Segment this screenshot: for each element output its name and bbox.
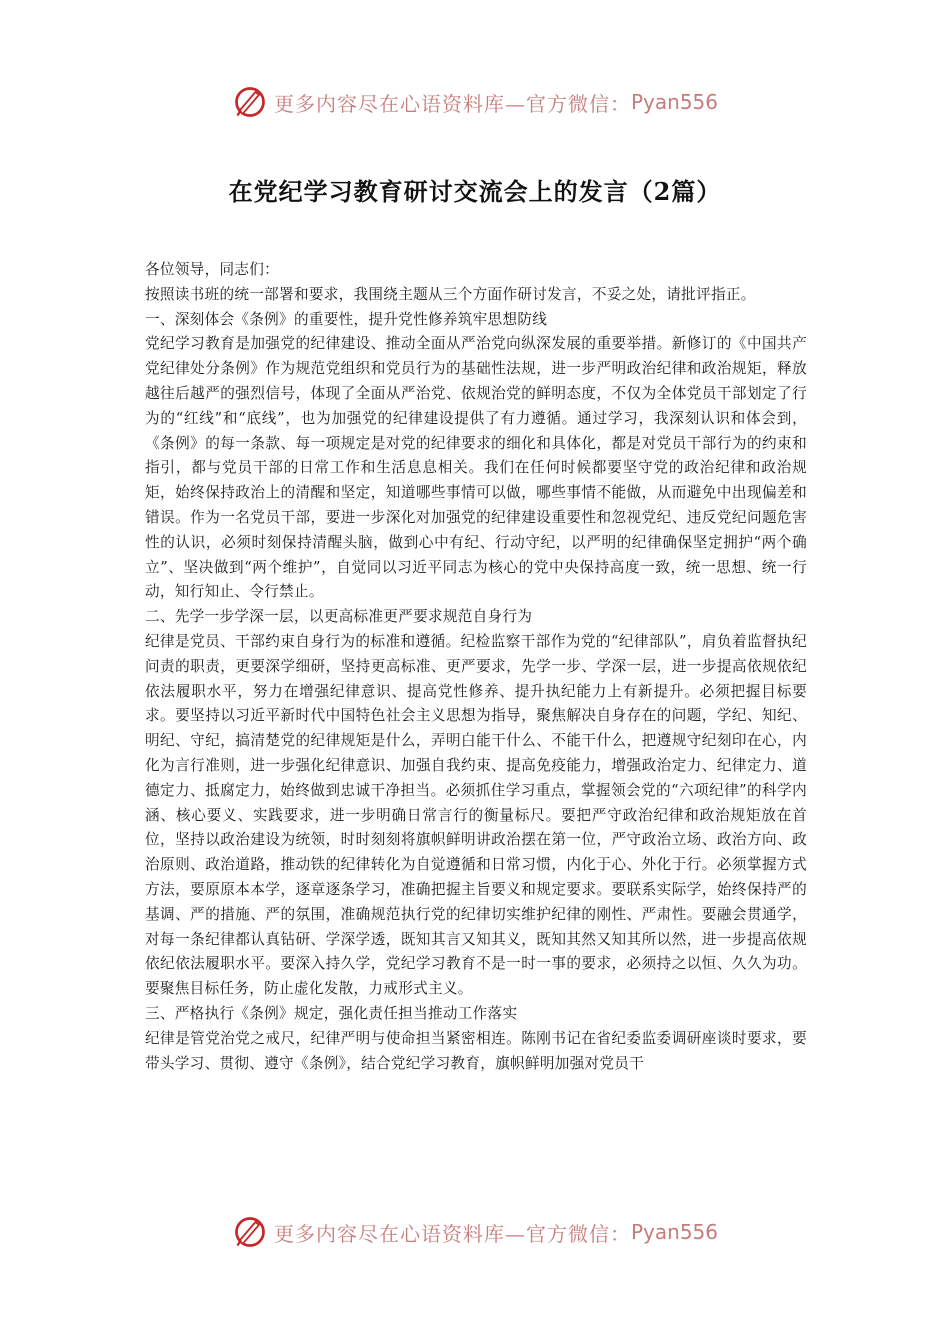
banner-wechat-id: Pyan556 (630, 1220, 718, 1244)
banner-wechat-id: Pyan556 (630, 90, 718, 114)
section-heading-3: 三、严格执行《条例》规定，强化责任担当推动工作落实 (145, 1004, 518, 1022)
quill-logo-icon (232, 1214, 268, 1250)
section-paragraph-3: 纪律是管党治党之戒尺，纪律严明与使命担当紧密相连。陈刚书记在省纪委监委调研座谈时要求，要带头学习、贯彻、遵守《条例》，结合党纪学习教育，旗帜鲜明加强对党员干 (145, 1029, 807, 1072)
document-body (145, 258, 807, 1076)
footer-watermark-banner (0, 1212, 950, 1252)
banner-text: 更多内容尽在心语资料库—官方微信： (273, 91, 631, 116)
banner-text: 更多内容尽在心语资料库—官方微信： (273, 1221, 631, 1246)
quill-logo-icon (232, 84, 268, 120)
intro-paragraph: 按照读书班的统一部署和要求，我围绕主题从三个方面作研讨发言，不妥之处，请批评指正。 (145, 285, 756, 303)
section-paragraph-2: 纪律是党员、干部约束自身行为的标准和遵循。纪检监察干部作为党的“纪律部队”，肩负着监督执纪问责的职责，更要深学细研，坚持更高标准、更严要求，先学一步、学深一层，进一步提高依规依纪依法履职水平，努力在增强纪律意识、提高党性修养、提升执纪能力上有新提升。必须把握目标要求。要坚持以习近平新时代中国特色社会主义思想为指导，聚焦解决自身存在的问题，学纪、知纪、明纪、守纪，搞清楚党的纪律规矩是什么，弄明白能干什么、不能干什么，把遵规守纪刻印在心，内化为言行准则，进一步强化纪律意识、加强自我约束、提高免疫能力，增强政治定力、纪律定力、道德定力、抵腐定力，始终做到忠诚干净担当。必须抓住学习重点，掌握领会党的“六项纪律”的科学内涵、核心要义、实践要求，进一步明确日常言行的衡量标尺。要把严守政治纪律和政治规矩放在首位，坚持以政治建设为统领，时时刻刻将旗帜鲜明讲政治摆在第一位，严守政治立场、政治方向、政治原则、政治道路，推动铁的纪律转化为自觉遵循和日常习惯，内化于心、外化于行。必须掌握方式方法，要原原本本学，逐章逐条学习，准确把握主旨要义和规定要求。要联系实际学，始终保持严的基调、严的措施、严的氛围，准确规范执行党的纪律切实维护纪律的刚性、严肃性。要融会贯通学，对每一条纪律都认真钻研、学深学透，既知其言又知其义，既知其然又知其所以然，进一步提高依规依纪依法履职水平。要深入持久学，党纪学习教育不是一时一事的要求，必须持之以恒、久久为功。要聚焦目标任务，防止虚化发散，力戒形式主义。 (145, 632, 807, 998)
document-title: 在党纪学习教育研讨交流会上的发言（2篇） (228, 177, 722, 206)
salutation: 各位领导，同志们： (145, 261, 280, 278)
section-heading-2: 二、先学一步学深一层，以更高标准更严要求规范自身行为 (145, 608, 533, 626)
section-heading-1: 一、深刻体会《条例》的重要性，提升党性修养筑牢思想防线 (145, 310, 548, 328)
header-watermark-banner (0, 82, 950, 122)
section-paragraph-1: 党纪学习教育是加强党的纪律建设、推动全面从严治党向纵深发展的重要举措。新修订的《中国共产党纪律处分条例》作为规范党组织和党员行为的基础性法规，进一步严明政治纪律和政治规矩，释放越往后越严的强烈信号，体现了全面从严治党、依规治党的鲜明态度，不仅为全体党员干部划定了行为的“红线”和“底线”，也为加强党的纪律建设提供了有力遵循。通过学习，我深刻认识和体会到，《条例》的每一条款、每一项规定是对党的纪律要求的细化和具体化，都是对党员干部行为的约束和指引，都与党员干部的日常工作和生活息息相关。我们在任何时候都要坚守党的政治纪律和政治规矩，始终保持政治上的清醒和坚定，知道哪些事情可以做，哪些事情不能做，从而避免中出现偏差和错误。作为一名党员干部，要进一步深化对加强党的纪律建设重要性和忽视党纪、违反党纪问题危害性的认识，必须时刻保持清醒头脑，做到心中有纪、行动守纪，以严明的纪律确保坚定拥护“两个确立”、坚决做到“两个维护”，自觉同以习近平同志为核心的党中央保持高度一致，统一思想、统一行动，知行知止、令行禁止。 (145, 335, 807, 601)
